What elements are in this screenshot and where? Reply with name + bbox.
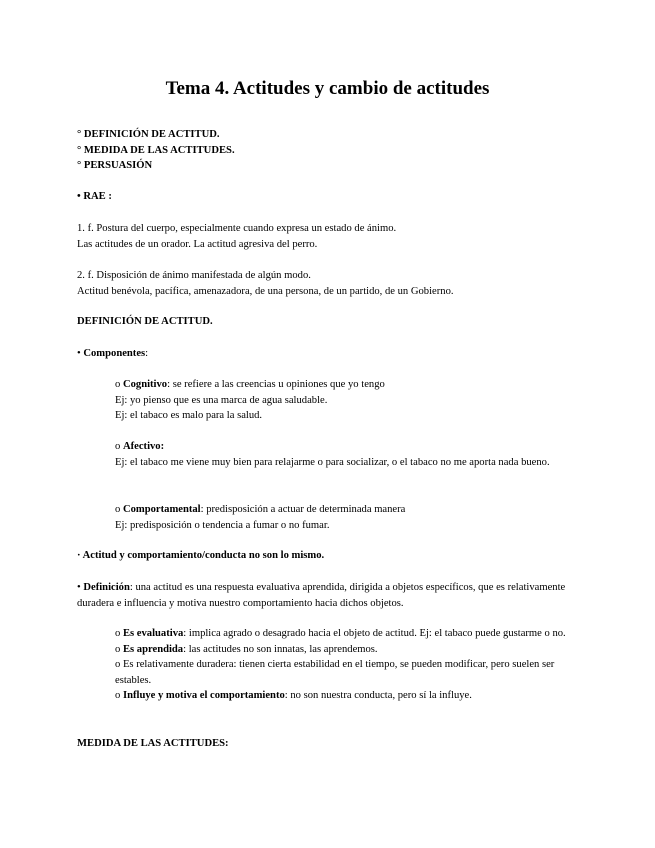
page-title: Tema 4. Actitudes y cambio de actitudes bbox=[165, 78, 490, 99]
index-item: ° MEDIDA DE LAS ACTITUDES. bbox=[77, 144, 235, 156]
definicion-paragraph: • Definición: una actitud es una respuesta evaluativa aprendida, dirigida a objetos específicos, que es relativamente duradera e influencia y motiva nuestro comportamiento hacia dichos objetos. bbox=[77, 582, 566, 609]
rae-definition-2: 2. f. Disposición de ánimo manifestada de algún modo. Actitud benévola, pacífica, amenazadora, de una persona, de un partido, de un Gobierno. bbox=[77, 270, 454, 297]
list-item: o Es relativamente duradera: tienen cierta estabilidad en el tiempo, se pueden modificar, pero suelen ser estables. bbox=[115, 659, 555, 686]
actitud-comportamiento-note: · Actitud y comportamiento/conducta no son lo mismo. bbox=[77, 550, 325, 561]
index-item: ° DEFINICIÓN DE ACTITUD. bbox=[77, 129, 220, 140]
properties-list bbox=[115, 626, 575, 704]
list-item: o Es evaluativa: implica agrado o desagrado hacia el objeto de actitud. Ej: el tabaco puede gustarme o no. bbox=[115, 628, 566, 639]
componente-cognitivo: o Cognitivo: se refiere a las creencias u opiniones que yo tengo Ej: yo pienso que es una marca de agua saludable. Ej: el tabaco es malo para la salud. bbox=[115, 379, 385, 422]
componente-afectivo: o Afectivo: Ej: el tabaco me viene muy bien para relajarme o para socializar, o el tabaco no me aporta nada bueno. bbox=[115, 441, 550, 468]
rae-definition-1: 1. f. Postura del cuerpo, especialmente cuando expresa un estado de ánimo. Las actitudes de un orador. La actitud agresiva del perro. bbox=[77, 223, 397, 250]
rae-heading: • RAE : bbox=[77, 191, 112, 202]
index-item: ° PERSUASIÓN bbox=[77, 160, 153, 172]
topic-index bbox=[77, 127, 577, 174]
section-heading-medida: MEDIDA DE LAS ACTITUDES: bbox=[77, 738, 229, 749]
list-item: o Influye y motiva el comportamiento: no son nuestra conducta, pero sí la influye. bbox=[115, 690, 472, 702]
componente-comportamental: o Comportamental: predisposición a actuar de determinada manera Ej: predisposición o tendencia a fumar o no fumar. bbox=[115, 504, 406, 531]
componentes-heading: • Componentes: bbox=[77, 348, 149, 359]
list-item: o Es aprendida: las actitudes no son innatas, las aprendemos. bbox=[115, 643, 378, 655]
section-heading-definicion: DEFINICIÓN DE ACTITUD. bbox=[77, 316, 213, 327]
